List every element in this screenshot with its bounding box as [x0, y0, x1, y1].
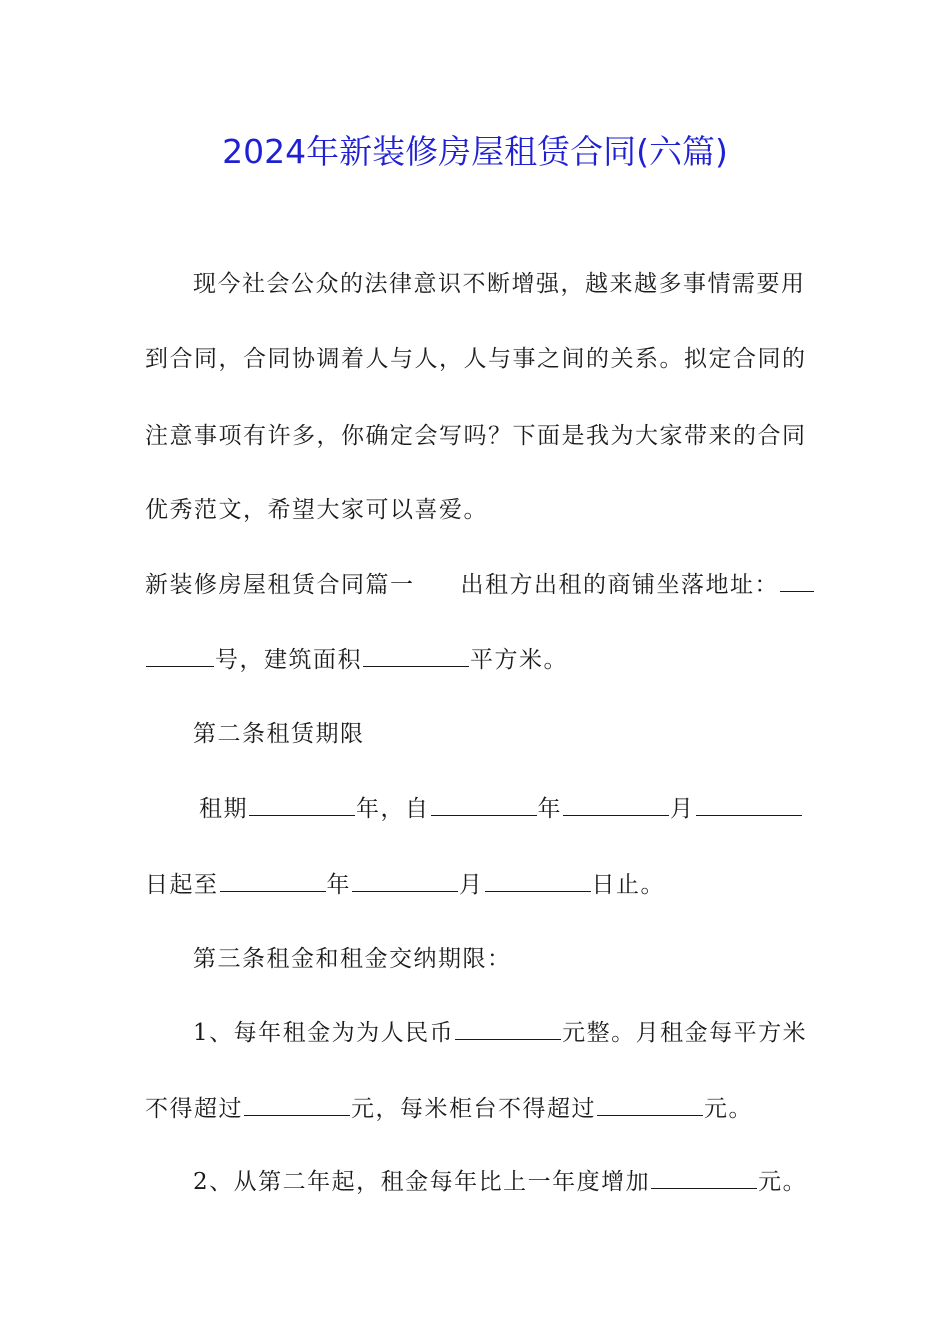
- month-label: 月: [670, 796, 695, 822]
- number-blank: [146, 644, 214, 667]
- rent-item-1-line-1: [193, 1017, 807, 1049]
- intro-line-4: 优秀范文，希望大家可以喜爱。: [145, 497, 488, 523]
- rent-item-2: [193, 1166, 807, 1198]
- start-month-blank: [563, 793, 669, 816]
- increase-unit: 元。: [758, 1169, 808, 1195]
- increase-blank: [651, 1166, 757, 1189]
- counter-rent-label: 元，每米柜台不得超过: [351, 1096, 596, 1122]
- increase-label: 2、从第二年起，租金每年比上一年度增加: [193, 1169, 651, 1195]
- yuan-label: 元。: [704, 1096, 753, 1122]
- end-month-label: 月: [459, 872, 484, 898]
- end-year-blank: [220, 869, 326, 892]
- day-from-label: 日起至: [145, 872, 219, 898]
- start-year-blank: [431, 793, 537, 816]
- article3-heading: 第三条租金和租金交纳期限：: [193, 946, 512, 972]
- section1-line: [145, 569, 815, 601]
- document-title: 2024年新装修房屋租赁合同(六篇): [222, 132, 728, 171]
- per-meter-blank: [597, 1093, 703, 1116]
- address-label: 出租方出租的商铺坐落地址：: [460, 572, 779, 598]
- area-line: [145, 644, 568, 676]
- intro-line-1: 现今社会公众的法律意识不断增强，越来越多事情需要用: [193, 271, 806, 297]
- monthly-rent-label: 元整。月租金每平方米: [562, 1020, 808, 1046]
- year-from-label: 年，自: [356, 796, 430, 822]
- period-line-2: [145, 869, 665, 901]
- area-blank: [363, 644, 469, 667]
- area-unit: 平方米。: [470, 647, 568, 673]
- per-sqm-blank: [244, 1093, 350, 1116]
- period-line-1: [199, 793, 803, 825]
- day-to-label: 日止。: [591, 872, 665, 898]
- period-blank: [249, 793, 355, 816]
- intro-line-3: 注意事项有许多，你确定会写吗？下面是我为大家带来的合同: [145, 423, 807, 449]
- section1-heading: 新装修房屋租赁合同篇一: [145, 572, 415, 598]
- annual-rent-blank: [455, 1017, 561, 1040]
- address-blank: [780, 569, 814, 592]
- article2-heading: 第二条租赁期限: [193, 721, 365, 747]
- area-label: 号，建筑面积: [215, 647, 362, 673]
- end-year-label: 年: [326, 872, 351, 898]
- end-day-blank: [485, 869, 591, 892]
- year-label: 年: [537, 796, 562, 822]
- annual-rent-label: 1、每年租金为为人民币: [193, 1020, 455, 1046]
- period-label: 租期: [199, 796, 248, 822]
- end-month-blank: [352, 869, 458, 892]
- start-day-blank: [696, 793, 802, 816]
- max-label: 不得超过: [145, 1096, 243, 1122]
- rent-item-1-line-2: [145, 1093, 753, 1125]
- intro-line-2: 到合同，合同协调着人与人，人与事之间的关系。拟定合同的: [145, 346, 807, 372]
